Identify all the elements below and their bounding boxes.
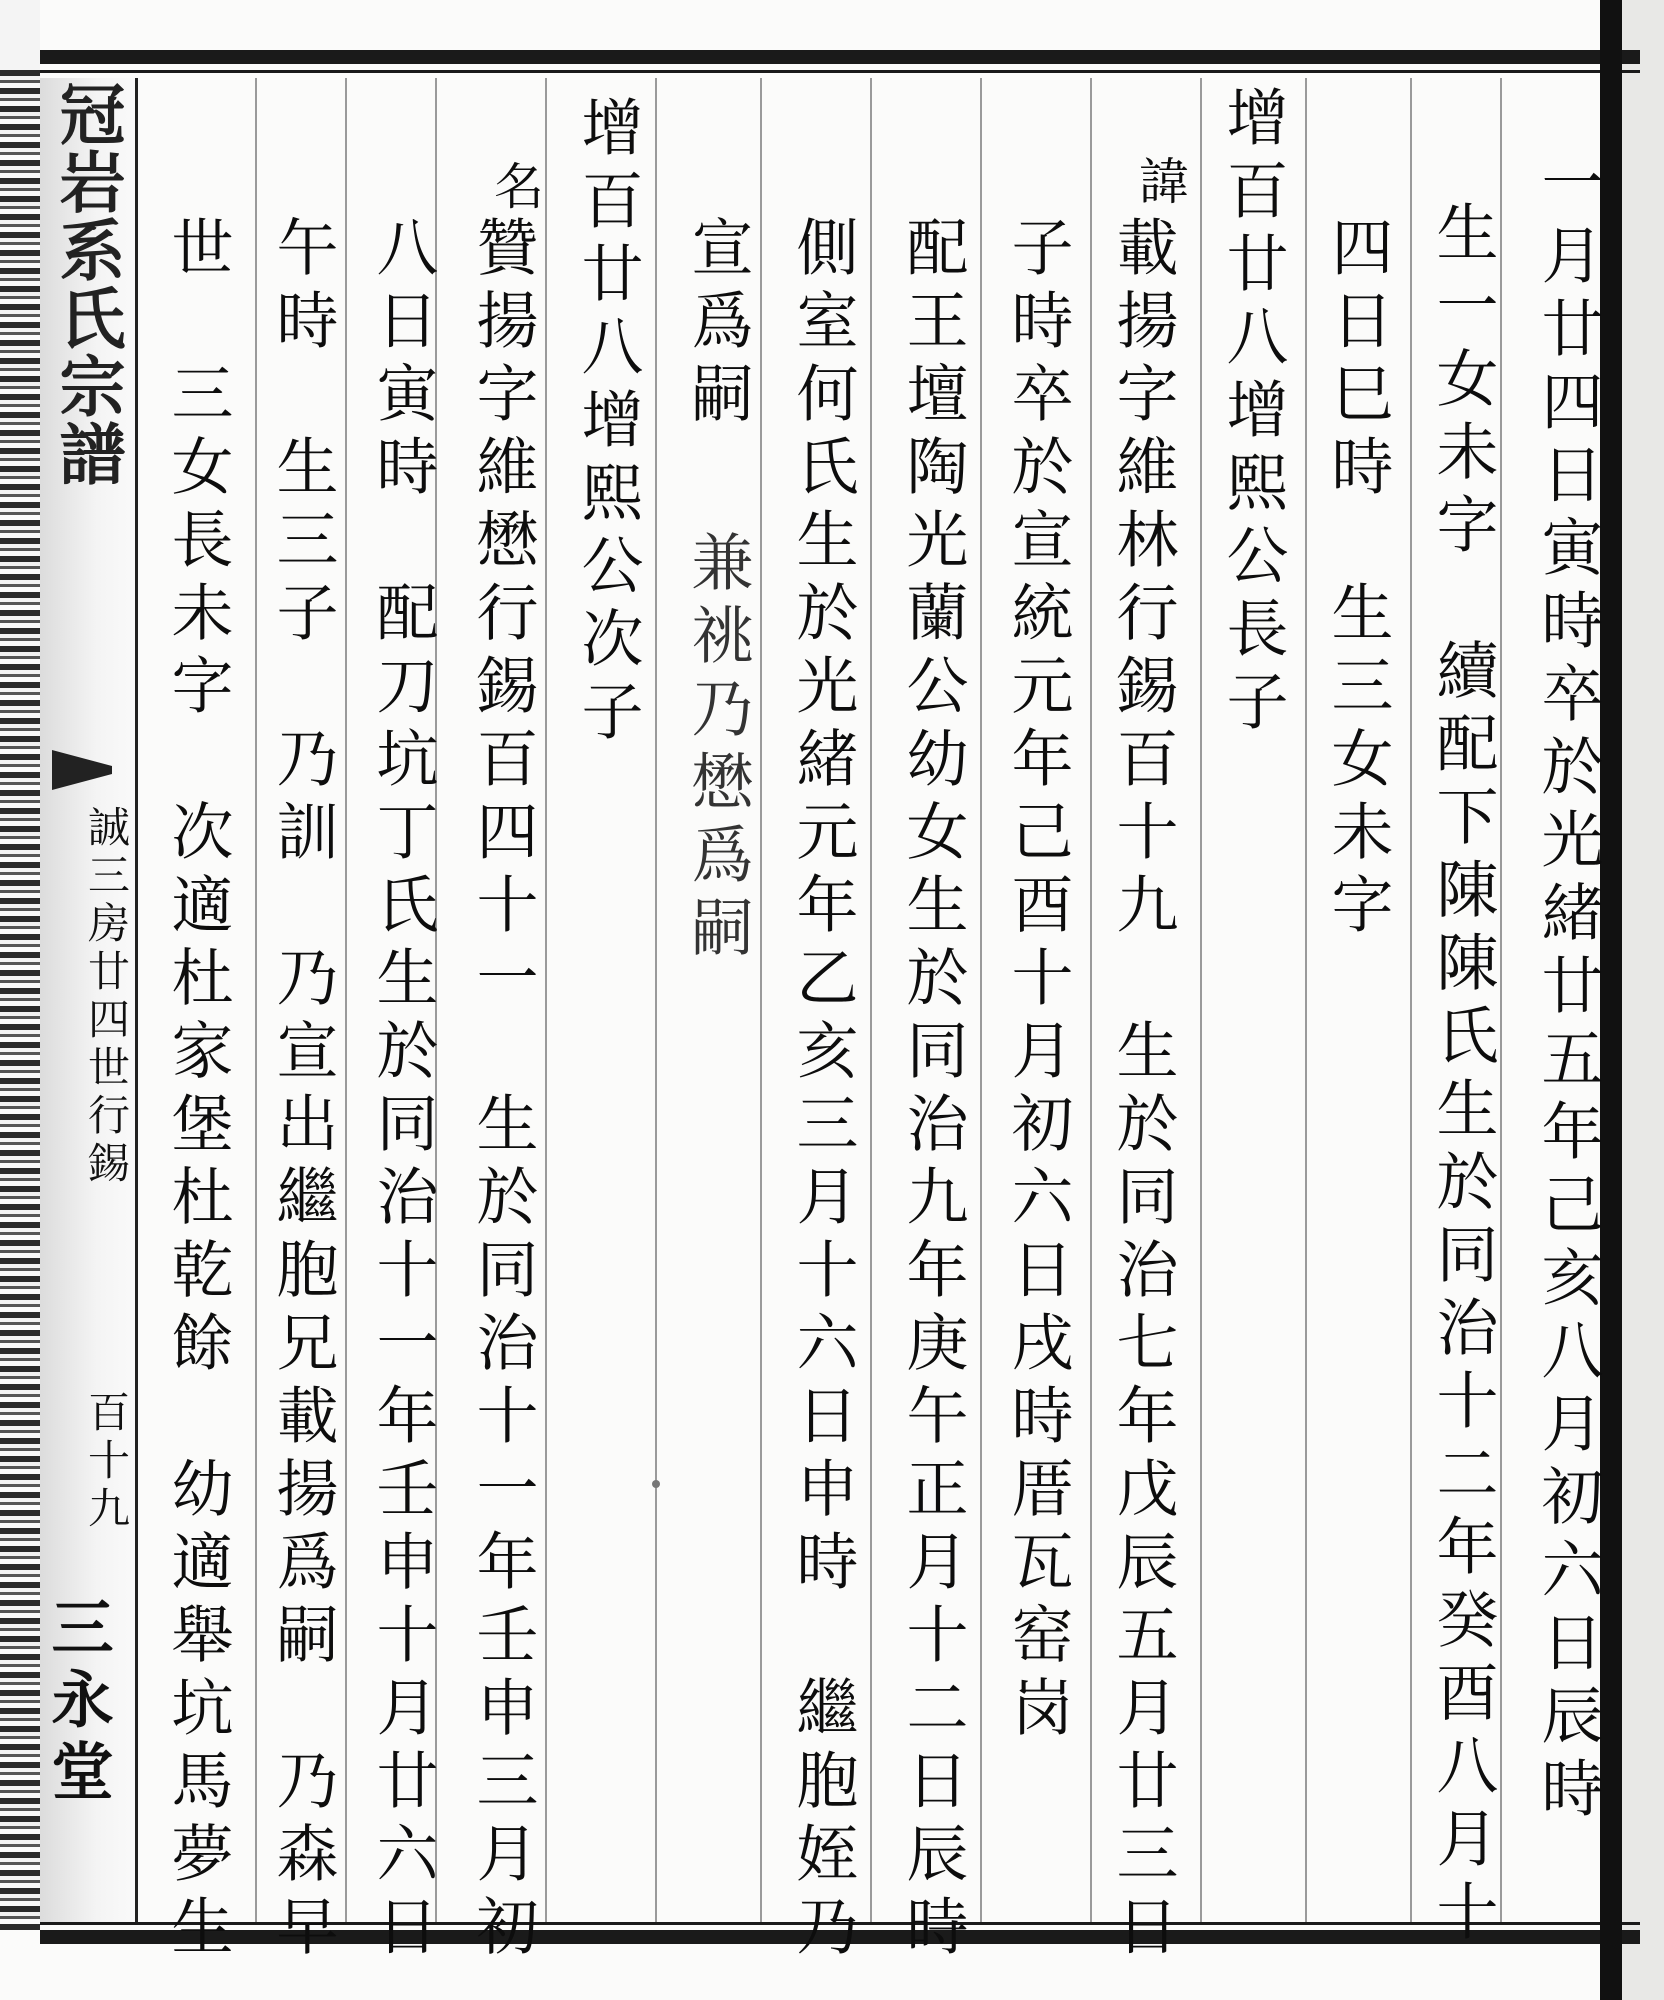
text-column-14: 世 三女長未字 次適杜家堡杜乾餘 幼適舉坑馬夢生	[161, 215, 234, 1967]
text-column-1: 一月廿四日寅時卒於光緒廿五年己亥八月初六日辰時	[1531, 150, 1604, 1829]
column-rule	[1410, 78, 1412, 1922]
column-rule	[345, 78, 347, 1922]
text-column-13: 午時 生三子 乃訓 乃宣出繼胞兄載揚爲嗣 乃森早	[266, 215, 339, 1967]
top-border	[40, 50, 1640, 64]
text-column-2: 生一女未字 續配下陳陳氏生於同治十二年癸酉八月十	[1426, 200, 1499, 1952]
page-corner	[0, 0, 40, 75]
page-number: 百十九	[82, 1390, 131, 1534]
entry-heading-1: 增百廿八增熙公長子	[1216, 85, 1289, 742]
text-column-9b: 兼祧乃懋爲嗣	[681, 530, 754, 968]
ink-speck	[652, 1480, 660, 1488]
entry-heading-2: 增百廿八增熙公次子	[571, 95, 644, 752]
taboo-name-label: 諱	[1131, 155, 1189, 211]
top-border-inner	[40, 70, 1640, 73]
text-column-9a: 宣爲嗣	[681, 215, 754, 434]
column-rule	[545, 78, 547, 1922]
text-column-3: 四日巳時 生三女未字	[1321, 215, 1394, 945]
column-rule	[870, 78, 872, 1922]
branch-label: 誠三房廿四世行錫	[82, 805, 131, 1189]
right-margin	[1622, 0, 1664, 2000]
column-rule	[1500, 78, 1502, 1922]
book-title: 冠岩系氏宗譜	[48, 80, 126, 488]
hall-name: 三永堂	[41, 1595, 114, 1811]
column-rule	[1090, 78, 1092, 1922]
column-rule	[1305, 78, 1307, 1922]
column-rule	[1200, 78, 1202, 1922]
text-column-5: 載揚字維林行錫百十九 生於同治七年戊辰五月廿三日	[1106, 215, 1179, 1967]
given-name-label: 名	[486, 160, 544, 216]
column-rule	[980, 78, 982, 1922]
column-rule	[655, 78, 657, 1922]
text-column-11: 贊揚字維懋行錫百四十一 生於同治十一年壬申三月初	[466, 215, 539, 1967]
column-rule	[255, 78, 257, 1922]
text-column-6: 子時卒於宣統元年己酉十月初六日戌時厝瓦窑岗	[1001, 215, 1074, 1748]
text-column-12: 八日寅時 配刀坑丁氏生於同治十一年壬申十月廿六日	[366, 215, 439, 1967]
text-column-8: 側室何氏生於光緒元年乙亥三月十六日申時 繼胞姪乃	[786, 215, 859, 1967]
text-column-7: 配王壇陶光蘭公幼女生於同治九年庚午正月十二日辰時	[896, 215, 969, 1967]
column-rule	[760, 78, 762, 1922]
